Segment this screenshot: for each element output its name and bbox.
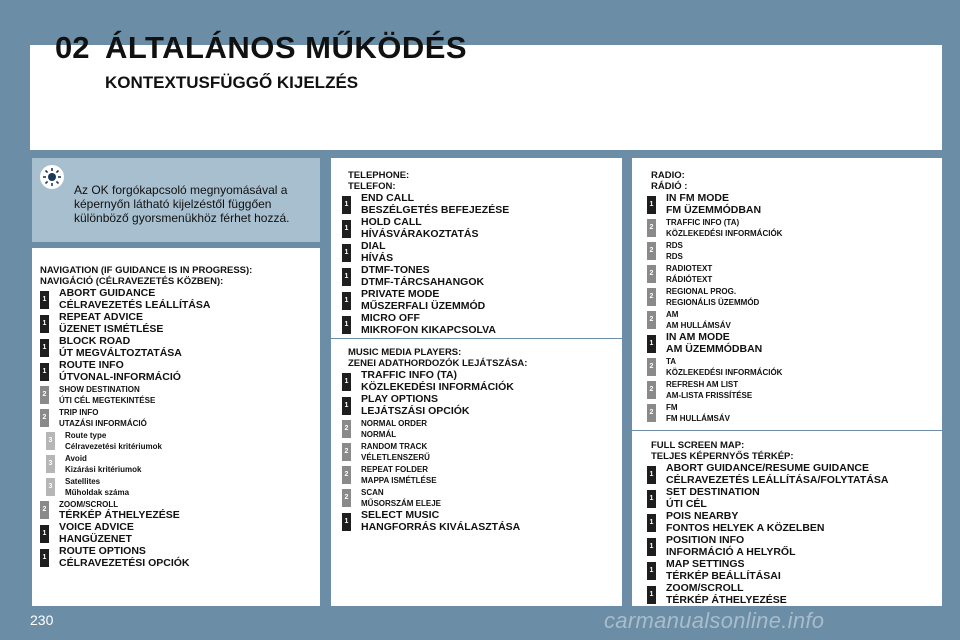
section-header-line: TELEPHONE: xyxy=(348,170,410,181)
menu-item[interactable] xyxy=(647,286,760,308)
menu-level-badge: 1 xyxy=(647,514,656,532)
menu-item-line: TÉRKÉP ÁTHELYEZÉSE xyxy=(59,509,180,521)
menu-item-label xyxy=(65,430,162,452)
menu-item-line: REGIONAL PROG. xyxy=(666,287,737,296)
menu-item-line: ABORT GUIDANCE xyxy=(59,287,156,299)
section-header-line: MUSIC MEDIA PLAYERS: xyxy=(348,347,462,358)
menu-item[interactable] xyxy=(40,499,252,521)
menu-item[interactable] xyxy=(40,453,252,475)
menu-item[interactable] xyxy=(40,546,252,569)
menu-level-badge: 1 xyxy=(647,490,656,508)
menu-item-label xyxy=(666,286,759,308)
menu-item-line: RDS xyxy=(666,241,683,250)
menu-level-badge: 2 xyxy=(40,386,49,404)
menu-item-label xyxy=(361,394,470,417)
menu-level-badge: 1 xyxy=(647,562,656,580)
menu-item-label xyxy=(666,487,760,510)
menu-item[interactable] xyxy=(40,336,252,359)
menu-level-badge: 2 xyxy=(647,311,656,329)
chapter-title: ÁLTALÁNOS MŰKÖDÉS xyxy=(105,30,468,65)
menu-item-line: FM ÜZEMMÓDBAN xyxy=(666,203,762,216)
page-number: 230 xyxy=(30,612,54,628)
menu-level-badge: 1 xyxy=(342,397,351,415)
section-header xyxy=(651,440,794,462)
menu-item-line: ÚT MEGVÁLTOZTATÁSA xyxy=(59,346,182,359)
menu-item-line: AM ÜZEMMÓDBAN xyxy=(666,342,763,355)
menu-item-label xyxy=(59,546,190,569)
radio-section xyxy=(647,170,783,424)
menu-item[interactable] xyxy=(647,356,783,378)
menu-item[interactable] xyxy=(342,312,496,336)
menu-item-line: ZOOM/SCROLL xyxy=(59,500,119,509)
menu-item-label xyxy=(361,464,437,486)
section-header xyxy=(348,347,527,369)
menu-item-line: TRAFFIC INFO (TA) xyxy=(361,369,458,381)
menu-item[interactable] xyxy=(647,331,763,355)
menu-level-badge: 2 xyxy=(647,358,656,376)
menu-item-line: UTAZÁSI INFORMÁCIÓ xyxy=(59,419,147,428)
menu-item-label xyxy=(361,265,484,288)
menu-item-line: IN AM MODE xyxy=(666,331,730,343)
menu-item[interactable] xyxy=(342,216,479,240)
info-note xyxy=(32,158,320,242)
menu-item-line: INFORMÁCIÓ A HELYRŐL xyxy=(666,545,796,558)
menu-item[interactable] xyxy=(647,535,794,558)
menu-item[interactable] xyxy=(40,476,252,498)
menu-level-badge: 2 xyxy=(647,288,656,306)
menu-item[interactable] xyxy=(647,309,731,331)
menu-item-line: KÖZLEKEDÉSI INFORMÁCIÓK xyxy=(361,380,514,393)
menu-item-label xyxy=(666,332,762,355)
menu-level-badge: 1 xyxy=(40,549,49,567)
menu-item[interactable] xyxy=(342,241,409,264)
menu-level-badge: 1 xyxy=(40,525,49,543)
menu-item-line: ROUTE OPTIONS xyxy=(59,545,146,557)
watermark: carmanualsonline.info xyxy=(604,608,825,633)
menu-item-label xyxy=(666,402,730,424)
menu-level-badge: 1 xyxy=(342,373,351,391)
menu-item[interactable] xyxy=(40,522,252,545)
menu-item-line: RÁDIÓTEXT xyxy=(666,275,713,284)
menu-item-line: ROUTE INFO xyxy=(59,359,124,371)
menu-level-badge: 2 xyxy=(647,404,656,422)
menu-item-label xyxy=(666,559,781,582)
menu-item-line: HÍVÁS xyxy=(361,251,394,264)
menu-item-line: MIKROFON KIKAPCSOLVA xyxy=(361,323,496,336)
section-header-line: NAVIGÁCIÓ (CÉLRAVEZETÉS KÖZBEN): xyxy=(40,276,224,287)
menu-item-label xyxy=(666,309,731,331)
menu-item-line: Célravezetési kritériumok xyxy=(65,442,162,451)
menu-item-line: KÖZLEKEDÉSI INFORMÁCIÓK xyxy=(666,368,783,377)
menu-item-label xyxy=(59,360,181,383)
menu-item[interactable] xyxy=(342,510,527,533)
menu-item-label xyxy=(666,193,761,216)
menu-level-badge: 1 xyxy=(40,363,49,381)
menu-item-line: LEJÁTSZÁSI OPCIÓK xyxy=(361,404,470,417)
menu-item-line: TÉRKÉP ÁTHELYEZÉSE xyxy=(666,593,787,606)
menu-item-line: SCAN xyxy=(361,488,384,497)
panel-divider xyxy=(632,430,942,431)
menu-item-line: AM-LISTA FRISSÍTÉSE xyxy=(666,391,753,400)
menu-level-badge: 2 xyxy=(40,501,49,519)
menu-item[interactable] xyxy=(342,441,527,463)
menu-item-line: BLOCK ROAD xyxy=(59,335,131,347)
menu-item-line: RADIOTEXT xyxy=(666,264,713,273)
menu-item-line: HANGÜZENET xyxy=(59,532,132,545)
menu-level-badge: 1 xyxy=(342,513,351,531)
menu-level-badge: 1 xyxy=(40,339,49,357)
section-header-line: ZENEI ADATHORDOZÓK LEJÁTSZÁSA: xyxy=(348,358,528,369)
telephone-section xyxy=(342,170,510,336)
menu-item-line: SELECT MUSIC xyxy=(361,509,440,521)
section-header-line: NAVIGATION (IF GUIDANCE IS IN PROGRESS): xyxy=(40,265,253,276)
menu-level-badge: 2 xyxy=(342,489,351,507)
menu-item-label xyxy=(65,476,129,498)
menu-item[interactable] xyxy=(647,402,730,424)
menu-item[interactable] xyxy=(342,464,527,486)
menu-item-line: RANDOM TRACK xyxy=(361,442,428,451)
menu-item-line: CÉLRAVEZETÉS LEÁLLÍTÁSA/FOLYTATÁSA xyxy=(666,473,889,486)
menu-item[interactable] xyxy=(647,263,713,285)
menu-level-badge: 1 xyxy=(647,196,656,214)
section-header-line: RADIO: xyxy=(651,170,685,181)
menu-item-label xyxy=(59,288,210,311)
menu-item-line: FONTOS HELYEK A KÖZELBEN xyxy=(666,521,825,534)
menu-level-badge: 3 xyxy=(46,432,55,450)
menu-item-line: Avoid xyxy=(65,454,87,463)
menu-level-badge: 3 xyxy=(46,478,55,496)
menu-item-line: END CALL xyxy=(361,192,415,204)
menu-item-line: BESZÉLGETÉS BEFEJEZÉSE xyxy=(361,203,510,216)
menu-item-label xyxy=(666,263,712,285)
menu-item-label xyxy=(59,499,180,521)
menu-level-badge: 2 xyxy=(342,466,351,484)
menu-item-label xyxy=(361,418,427,440)
section-header-line: TELJES KÉPERNYŐS TÉRKÉP: xyxy=(651,451,794,462)
menu-item-line: SET DESTINATION xyxy=(666,486,760,498)
menu-level-badge: 2 xyxy=(40,409,49,427)
menu-item-label xyxy=(361,441,430,463)
menu-item[interactable] xyxy=(40,312,252,335)
menu-item-line: ABORT GUIDANCE/RESUME GUIDANCE xyxy=(666,462,870,474)
menu-item[interactable] xyxy=(342,394,527,417)
menu-level-badge: 1 xyxy=(647,335,656,353)
menu-item-line: IN FM MODE xyxy=(666,192,729,204)
menu-item-line: RDS xyxy=(666,252,683,261)
menu-item-line: MAPPA ISMÉTLÉSE xyxy=(361,476,437,485)
menu-level-badge: 1 xyxy=(342,316,351,334)
menu-item-line: DTMF-TONES xyxy=(361,264,430,276)
menu-item-line: TRAFFIC INFO (TA) xyxy=(666,218,740,227)
section-header xyxy=(348,170,409,192)
menu-item[interactable] xyxy=(647,217,783,239)
menu-item-line: MŰSORSZÁM ELEJE xyxy=(361,499,442,508)
menu-item-label xyxy=(59,407,147,429)
menu-item-line: REGIONÁLIS ÜZEMMÓD xyxy=(666,298,760,307)
menu-item-label xyxy=(65,453,141,475)
menu-item[interactable] xyxy=(647,559,794,582)
menu-item-label xyxy=(666,356,782,378)
menu-item[interactable] xyxy=(40,288,252,311)
menu-item-line: DTMF-TÁRCSAHANGOK xyxy=(361,275,485,288)
menu-level-badge: 2 xyxy=(342,420,351,438)
menu-item-line: NORMÁL xyxy=(361,430,397,439)
menu-item-line: REFRESH AM LIST xyxy=(666,380,739,389)
menu-item-line: HOLD CALL xyxy=(361,216,422,228)
menu-level-badge: 1 xyxy=(647,466,656,484)
menu-item-line: PLAY OPTIONS xyxy=(361,393,439,405)
menu-item-line: FM xyxy=(666,403,678,412)
menu-item[interactable] xyxy=(342,264,485,288)
menu-item-line: Satellites xyxy=(65,477,101,486)
menu-item-line: PRIVATE MODE xyxy=(361,288,440,300)
menu-item-label xyxy=(666,463,888,486)
menu-item-label xyxy=(361,193,509,216)
menu-item[interactable] xyxy=(647,379,753,401)
menu-item-line: ÚTI CÉL xyxy=(666,497,707,510)
menu-item-line: TA xyxy=(666,357,677,366)
menu-item-line: POIS NEARBY xyxy=(666,510,739,522)
menu-level-badge: 2 xyxy=(342,443,351,461)
menu-item-line: AM xyxy=(666,310,679,319)
menu-item-line: VÉLETLENSZERŰ xyxy=(361,453,430,462)
gear-sun-icon xyxy=(40,165,64,189)
section-header xyxy=(40,265,252,287)
note-text: Az OK forgókapcsoló megnyomásával a képernyőn látható kijelzéstől függően különböző gyorsmenükhöz férhet hozzá. xyxy=(74,183,290,225)
menu-item-line: ÚTI CÉL MEGTEKINTÉSE xyxy=(59,396,156,405)
menu-item[interactable] xyxy=(647,192,762,216)
menu-level-badge: 2 xyxy=(647,242,656,260)
menu-item-label xyxy=(59,312,163,335)
menu-level-badge: 1 xyxy=(40,315,49,333)
menu-item-line: MŰSZERFALI ÜZEMMÓD xyxy=(361,299,486,312)
section-header-line: TELEFON: xyxy=(348,181,396,192)
fullmap-section xyxy=(647,440,889,606)
menu-item-line: FM HULLÁMSÁV xyxy=(666,414,730,423)
menu-item-label xyxy=(361,217,478,240)
menu-level-badge: 1 xyxy=(342,220,351,238)
menu-item-line: CÉLRAVEZETÉSI OPCIÓK xyxy=(59,556,190,569)
menu-level-badge: 1 xyxy=(40,291,49,309)
menu-item-line: AM HULLÁMSÁV xyxy=(666,321,731,330)
menu-item-line: SHOW DESTINATION xyxy=(59,385,140,394)
menu-level-badge: 1 xyxy=(342,244,351,262)
menu-item-label xyxy=(361,487,441,509)
menu-item-line: DIAL xyxy=(361,240,386,252)
menu-level-badge: 2 xyxy=(647,265,656,283)
section-header-line: RÁDIÓ : xyxy=(651,181,688,192)
menu-item[interactable] xyxy=(647,510,825,534)
menu-item[interactable] xyxy=(342,192,510,216)
chapter-number: 02 xyxy=(55,30,90,65)
section-header-line: FULL SCREEN MAP: xyxy=(651,440,745,451)
menu-item[interactable] xyxy=(40,407,252,429)
menu-item-line: Route type xyxy=(65,431,107,440)
menu-item-label xyxy=(59,336,182,359)
menu-item-line: REPEAT FOLDER xyxy=(361,465,428,474)
menu-level-badge: 3 xyxy=(46,455,55,473)
menu-item-line: TÉRKÉP BEÁLLÍTÁSAI xyxy=(666,569,781,582)
menu-item-line: TRIP INFO xyxy=(59,408,99,417)
menu-item[interactable] xyxy=(647,583,794,606)
menu-item[interactable] xyxy=(40,360,252,383)
menu-item-line: CÉLRAVEZETÉS LEÁLLÍTÁSA xyxy=(59,298,211,311)
menu-item-label xyxy=(666,535,796,558)
menu-level-badge: 2 xyxy=(647,219,656,237)
menu-level-badge: 1 xyxy=(342,292,351,310)
menu-item-label xyxy=(59,522,134,545)
menu-item-line: MICRO OFF xyxy=(361,312,420,324)
menu-level-badge: 1 xyxy=(342,268,351,286)
menu-item-label xyxy=(59,384,155,406)
menu-item[interactable] xyxy=(647,487,794,510)
menu-item-label xyxy=(361,370,514,393)
chapter-subtitle: KONTEXTUSFÜGGŐ KIJELZÉS xyxy=(105,73,359,92)
menu-item[interactable] xyxy=(342,370,527,393)
menu-item-line: REPEAT ADVICE xyxy=(59,311,144,323)
menu-item-label xyxy=(361,241,393,264)
menu-item-label xyxy=(666,583,787,606)
menu-level-badge: 1 xyxy=(647,586,656,604)
menu-level-badge: 2 xyxy=(647,381,656,399)
menu-item[interactable] xyxy=(647,240,687,262)
menu-item-line: Műholdak száma xyxy=(65,488,130,497)
menu-item[interactable] xyxy=(40,384,252,406)
menu-item-line: ÚTVONAL-INFORMÁCIÓ xyxy=(59,370,181,383)
menu-item-line: VOICE ADVICE xyxy=(59,521,134,533)
menu-item-line: ZOOM/SCROLL xyxy=(666,582,744,594)
menu-item-label xyxy=(666,379,752,401)
menu-item[interactable] xyxy=(40,430,252,452)
menu-item-line: MAP SETTINGS xyxy=(666,558,745,570)
navigation-section xyxy=(40,265,252,569)
section-header xyxy=(651,170,687,192)
panel-divider xyxy=(331,338,622,339)
menu-item-line: HÍVÁSVÁRAKOZTATÁS xyxy=(361,227,479,240)
menu-item-label xyxy=(361,313,496,336)
menu-item-line: ÜZENET ISMÉTLÉSE xyxy=(59,322,164,335)
music-section xyxy=(342,347,527,533)
menu-item-line: KÖZLEKEDÉSI INFORMÁCIÓK xyxy=(666,229,783,238)
menu-item[interactable] xyxy=(342,487,527,509)
menu-item-label xyxy=(361,510,520,533)
menu-level-badge: 1 xyxy=(342,196,351,214)
menu-item[interactable] xyxy=(342,288,486,312)
menu-item[interactable] xyxy=(342,418,527,440)
menu-item-line: HANGFORRÁS KIVÁLASZTÁSA xyxy=(361,520,521,533)
menu-item-line: POSITION INFO xyxy=(666,534,745,546)
menu-item-line: NORMAL ORDER xyxy=(361,419,428,428)
menu-item-label xyxy=(666,511,825,534)
menu-item[interactable] xyxy=(647,462,889,486)
menu-item-label xyxy=(666,240,683,262)
menu-item-label xyxy=(361,289,485,312)
menu-level-badge: 1 xyxy=(647,538,656,556)
menu-item-line: Kizárási kritériumok xyxy=(65,465,142,474)
menu-item-label xyxy=(666,217,782,239)
